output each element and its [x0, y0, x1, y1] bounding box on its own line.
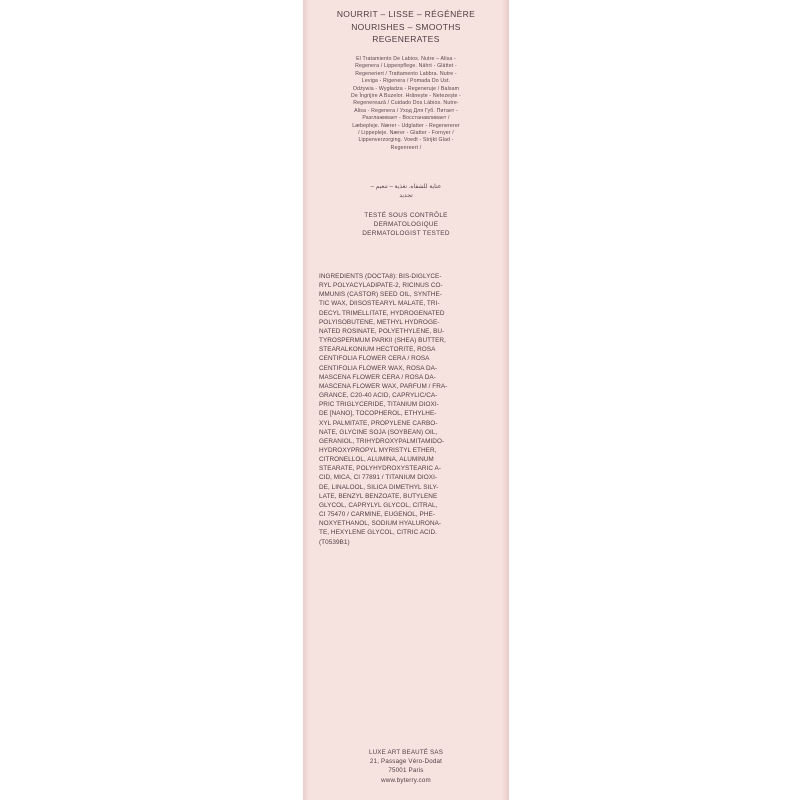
multilingual-description	[317, 56, 495, 152]
multilingual-line: Læbepleje. Nærer - Udglatter - Regenererer	[352, 122, 460, 129]
ingredient-line: HYDROXYPROPYL MYRISTYL ETHER,	[319, 446, 437, 454]
ingredient-batch-code: (T0539B1)	[319, 538, 350, 546]
company-city: 75001 Paris	[388, 767, 424, 775]
dermatologist-tested-statement	[317, 211, 495, 239]
ingredient-line: INGREDIENTS (DOCTA8): BIS-DIGLYCE-	[319, 273, 442, 280]
ingredient-line: DE, LINALOOL, SILICA DIMETHYL SILY-	[319, 483, 439, 491]
multilingual-line: Regenreert /	[390, 144, 422, 151]
ingredient-line: POLYISOBUTENE, METHYL HYDROGE-	[319, 318, 440, 326]
ingredient-line: DE [NANO], TOCOPHEROL, ETHYLHE-	[319, 410, 437, 418]
ingredient-line: NOXYETHANOL, SODIUM HYALURONA-	[319, 520, 442, 528]
multilingual-line: Разглаживает - Восстанавливает /	[362, 115, 450, 122]
ingredient-line: NATED ROSINATE, POLYETHYLENE, BU-	[319, 327, 445, 335]
carton-panel	[303, 0, 509, 800]
company-name: LUXE ART BEAUTÉ SAS	[368, 749, 444, 756]
multilingual-line: Regenerează / Cuidado Dos Lábios. Nutre-	[353, 100, 459, 107]
company-street: 21, Passage Véro-Dodat	[369, 758, 443, 766]
ingredient-line: GRANCE, C20-40 ACID, CAPRYLIC/CA-	[319, 392, 438, 400]
multilingual-line: Alisa - Regenera / Уход Для Губ. Питает -	[354, 107, 458, 114]
multilingual-line: Regenera / Lippenpflege. Nährt - Glättet -	[355, 63, 457, 70]
multilingual-line: Leviga - Rigenera / Pomada Do Ust.	[361, 78, 451, 85]
company-website: www.byterry.com	[381, 776, 431, 784]
ingredient-line: GLYCOL, CAPRYLYL GLYCOL, CITRAL,	[319, 501, 438, 509]
ingredients-list	[319, 272, 493, 547]
company-address	[317, 748, 495, 785]
ingredient-line: CENTIFOLIA FLOWER WAX, ROSA DA-	[319, 364, 438, 372]
product-claims	[317, 8, 495, 46]
arabic-line: تجديد	[399, 192, 413, 199]
multilingual-line: Regeneriert / Trattamento Labbra. Nutre -	[355, 70, 457, 77]
multilingual-line: / Lippepleje. Nærer - Glatter - Fornyer /	[358, 130, 454, 137]
derm-line-1: TESTÉ SOUS CONTRÔLE	[364, 212, 448, 219]
claim-line-fr: NOURRIT – LISSE – RÉGÉNÈRE	[336, 9, 476, 19]
multilingual-line: De Îngrijire A Buzelor. Hrănește - Netezește -	[350, 93, 462, 100]
arabic-line: عناية للشفاه. تغذية – تنعيم –	[370, 184, 442, 190]
ingredient-line: MMUNIS (CASTOR) SEED OIL, SYNTHE-	[319, 291, 442, 299]
ingredient-line: TE, HEXYLENE GLYCOL, CITRIC ACID.	[319, 529, 438, 537]
ingredient-line: STEARATE, POLYHYDROXYSTEARIC A-	[319, 465, 442, 473]
derm-line-3: DERMATOLOGIST TESTED	[362, 230, 450, 238]
ingredient-line: PRIC TRIGLYCERIDE, TITANIUM DIOXI-	[319, 401, 439, 409]
ingredient-line: MASCENA FLOWER WAX, PARFUM / FRA-	[319, 382, 448, 390]
multilingual-line: El Tratamiento De Labios. Nutre – Alisa -	[356, 56, 456, 62]
derm-line-2: DERMATOLOGIQUE	[373, 221, 439, 229]
multilingual-line: Odżywia - Wygładza - Regeneruje / Balsam	[352, 85, 460, 92]
ingredient-line: STEARALKONIUM HECTORITE, ROSA	[319, 346, 436, 354]
ingredient-line: CI 75470 / CARMINE, EUGENOL, PHE-	[319, 511, 436, 519]
ingredient-line: LATE, BENZYL BENZOATE, BUTYLENE	[319, 492, 438, 500]
multilingual-line: Lippenverzorging. Voedt - Strijkt Glad -	[358, 137, 454, 144]
ingredient-line: XYL PALMITATE, PROPYLENE CARBO-	[319, 419, 438, 427]
ingredient-line: GERANIOL, TRIHYDROXYPALMITAMIDO-	[319, 437, 445, 445]
ingredient-line: TYROSPERMUM PARKII (SHEA) BUTTER,	[319, 337, 446, 345]
claim-line-en-1: NOURISHES – SMOOTHS	[351, 21, 461, 32]
ingredient-line: MASCENA FLOWER CERA / ROSA DA-	[319, 373, 436, 381]
claim-line-en-2: REGENERATES	[372, 34, 440, 44]
ingredient-line: CENTIFOLIA FLOWER CERA / ROSA	[319, 355, 430, 363]
arabic-description	[317, 183, 495, 200]
ingredient-line: CID, MICA, CI 77891 / TITANIUM DIOXI-	[319, 474, 438, 482]
ingredient-line: TIC WAX, DIISOSTEARYL MALATE, TRI-	[319, 300, 440, 308]
ingredient-line: CITRONELLOL, ALUMINA, ALUMINUM	[319, 456, 434, 464]
ingredient-line: NATE, GLYCINE SOJA (SOYBEAN) OIL,	[319, 428, 438, 436]
ingredient-line: RYL POLYACYLADIPATE-2, RICINUS CO-	[319, 282, 443, 290]
ingredient-line: DECYL TRIMELLITATE, HYDROGENATED	[319, 309, 445, 317]
